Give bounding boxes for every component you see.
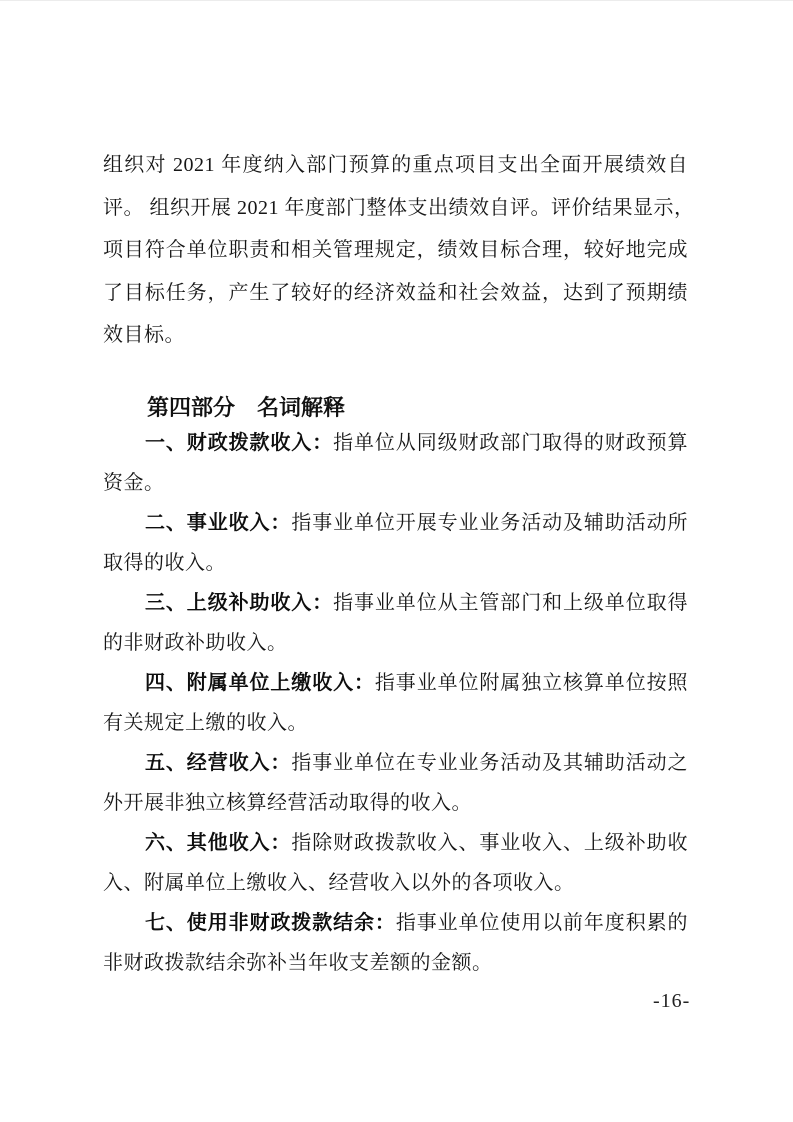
- term-name: 五、经营收入：: [145, 752, 292, 774]
- term-text: 指事业单位在专业业务活动及其辅助活动之: [291, 752, 689, 774]
- paragraph-line: 项目符合单位职责和相关管理规定，绩效目标合理，较好地完成: [103, 239, 688, 261]
- paragraph-line: 评。 组织开展 2021 年度部门整体支出绩效自评。评价结果显示，: [103, 196, 695, 219]
- term-text: 指单位从同级财政部门取得的财政预算: [333, 432, 689, 454]
- paragraph-line: 效目标。: [103, 324, 185, 346]
- term-definition-use-of-non-fiscal-appropriation-surplus: [103, 903, 688, 983]
- term-name: 二、事业收入：: [145, 512, 292, 534]
- term-definition-affiliated-unit-remittance-income: [103, 663, 688, 743]
- performance-evaluation-paragraph: [103, 144, 695, 357]
- term-definition-superior-subsidy-income: [103, 583, 688, 663]
- term-text: 指事业单位从主管部门和上级单位取得: [333, 592, 689, 614]
- term-first-line: [103, 823, 688, 863]
- term-text: 指除财政拨款收入、事业收入、上级补助收: [291, 832, 689, 854]
- term-name: 三、上级补助收入：: [145, 592, 334, 614]
- term-continuation-line: 资金。: [103, 472, 165, 494]
- term-first-line: [103, 423, 688, 463]
- term-first-line: [103, 743, 688, 783]
- term-first-line: [103, 503, 688, 543]
- term-definition-fiscal-appropriation-income: [103, 423, 688, 503]
- term-text: 指事业单位附属独立核算单位按照: [374, 672, 689, 694]
- term-definition-operating-income: [103, 503, 688, 583]
- term-text: 指事业单位使用以前年度积累的: [395, 912, 689, 934]
- term-text: 指事业单位开展专业业务活动及辅助活动所: [291, 512, 689, 534]
- paragraph-line: 了目标任务，产生了较好的经济效益和社会效益，达到了预期绩: [103, 281, 688, 304]
- term-first-line: [103, 903, 688, 943]
- term-name: 四、附属单位上缴收入：: [145, 672, 375, 694]
- terms-list: [103, 423, 688, 983]
- term-continuation-line: 的非财政补助收入。: [103, 632, 288, 654]
- term-first-line: [103, 663, 688, 703]
- term-continuation-line: 有关规定上缴的收入。: [103, 712, 308, 734]
- term-definition-other-income: [103, 823, 688, 903]
- term-name: 一、财政拨款收入：: [145, 432, 334, 454]
- section-heading: 第四部分 名词解释: [147, 395, 346, 420]
- page-number: -16-: [653, 990, 691, 1012]
- paragraph-line: 组织对 2021 年度纳入部门预算的重点项目支出全面开展绩效自: [103, 154, 688, 176]
- term-name: 七、使用非财政拨款结余：: [145, 912, 396, 934]
- term-continuation-line: 入、附属单位上缴收入、经营收入以外的各项收入。: [103, 872, 575, 894]
- term-definition-business-income: [103, 743, 688, 823]
- term-continuation-line: 取得的收入。: [103, 552, 226, 574]
- term-continuation-line: 外开展非独立核算经营活动取得的收入。: [103, 792, 472, 814]
- term-first-line: [103, 583, 688, 623]
- term-name: 六、其他收入：: [145, 832, 292, 854]
- term-continuation-line: 非财政拨款结余弥补当年收支差额的金额。: [103, 952, 493, 974]
